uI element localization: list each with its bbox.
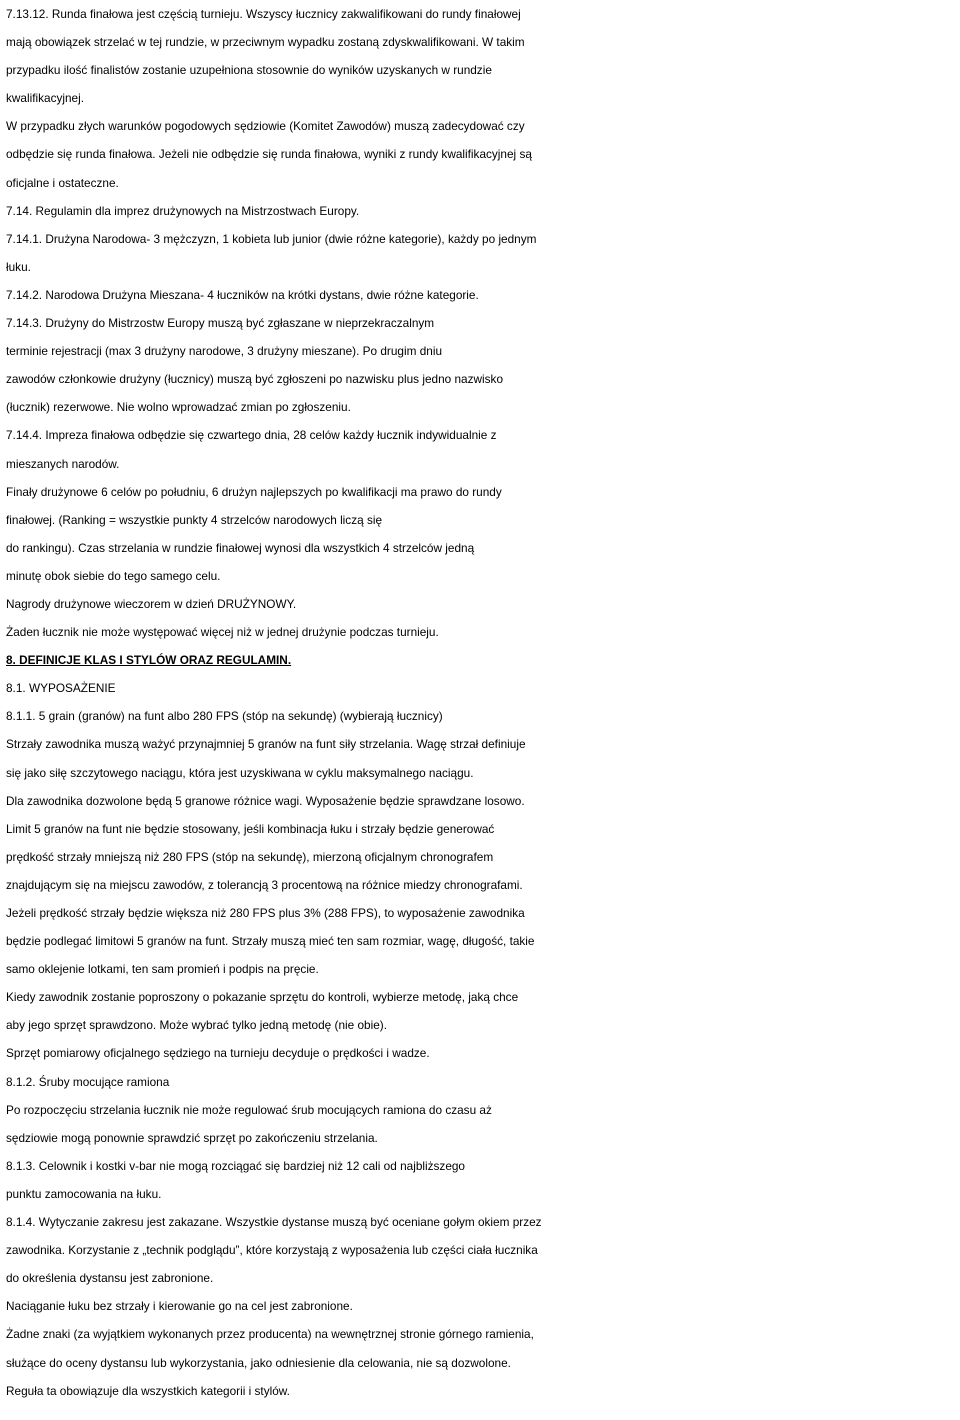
text-line: 8.1.2. Śruby mocujące ramiona [6, 1074, 170, 1089]
text-line: 8.1.1. 5 grain (granów) na funt albo 280 FPS (stóp na sekundę) (wybierają łucznicy) [6, 709, 443, 724]
text-line: mieszanych narodów. [6, 456, 120, 471]
text-line: znajdującym się na miejscu zawodów, z tolerancją 3 procentową na różnice miedzy chronografami. [6, 877, 523, 892]
text-line: finałowej. (Ranking = wszystkie punkty 4 strzelców narodowych liczą się [6, 512, 383, 527]
text-line: Po rozpoczęciu strzelania łucznik nie może regulować śrub mocujących ramiona do czasu aż [6, 1102, 492, 1117]
text-line: Żadne znaki (za wyjątkiem wykonanych przez producenta) na wewnętrznej stronie górnego ramienia, [6, 1327, 534, 1342]
text-line: się jako siłę szczytowego naciągu, która jest uzyskiwana w cyklu maksymalnego naciągu. [6, 765, 474, 780]
text-line: samo oklejenie lotkami, ten sam promień i podpis na pręcie. [6, 962, 319, 977]
text-line: łuku. [6, 259, 31, 274]
text-line: kwalifikacyjnej. [6, 91, 85, 106]
text-line: Strzały zawodnika muszą ważyć przynajmniej 5 granów na funt siły strzelania. Wagę strzał definiuje [6, 737, 526, 752]
text-line: zawodów członkowie drużyny (łucznicy) muszą być zgłoszeni po nazwisku plus jedno nazwisko [6, 372, 504, 387]
text-line: 7.14.2. Narodowa Drużyna Mieszana- 4 łuczników na krótki dystans, dwie różne kategorie. [6, 287, 479, 302]
text-line: przypadku ilość finalistów zostanie uzupełniona stosownie do wyników uzyskanych w rundzie [6, 63, 492, 78]
document-body [6, 0, 960, 1405]
text-line: Finały drużynowe 6 celów po południu, 6 drużyn najlepszych po kwalifikacji ma prawo do rundy [6, 484, 502, 499]
text-line: 7.14.4. Impreza finałowa odbędzie się czwartego dnia, 28 celów każdy łucznik indywidualnie z [6, 428, 497, 443]
text-line: służące do oceny dystansu lub wykorzystania, jako odniesienie dla celowania, nie są dozwolone. [6, 1355, 511, 1370]
text-line: mają obowiązek strzelać w tej rundzie, w przeciwnym wypadku zostaną zdyskwalifikowani. W takim [6, 35, 525, 50]
text-line: aby jego sprzęt sprawdzono. Może wybrać tylko jedną metodę (nie obie). [6, 1018, 387, 1033]
text-line: Jeżeli prędkość strzały będzie większa niż 280 FPS plus 3% (288 FPS), to wyposażenie zawodnika [6, 906, 525, 920]
text-line: Nagrody drużynowe wieczorem w dzień DRUŻYNOWY. [6, 596, 297, 611]
text-line: minutę obok siebie do tego samego celu. [6, 568, 221, 583]
text-line: sędziowie mogą ponownie sprawdzić sprzęt po zakończeniu strzelania. [6, 1130, 378, 1145]
text-line: terminie rejestracji (max 3 drużyny narodowe, 3 drużyny mieszane). Po drugim dniu [6, 344, 443, 359]
text-line: 7.14. Regulamin dla imprez drużynowych na Mistrzostwach Europy. [6, 203, 360, 218]
text-line: 8.1.4. Wytyczanie zakresu jest zakazane. Wszystkie dystanse muszą być oceniane gołym okiem przez [6, 1215, 542, 1230]
text-line: zawodnika. Korzystanie z „technik podglądu”, które korzystają z wyposażenia lub części ciała łucznika [6, 1243, 538, 1258]
text-line: Reguła ta obowiązuje dla wszystkich kategorii i stylów. [6, 1383, 290, 1398]
text-line: 7.14.1. Drużyna Narodowa- 3 mężczyzn, 1 kobieta lub junior (dwie różne kategorie), każdy po jednym [6, 231, 537, 246]
text-line: Żaden łucznik nie może występować więcej niż w jednej drużynie podczas turnieju. [6, 625, 439, 640]
text-line: (łucznik) rezerwowe. Nie wolno wprowadzać zmian po zgłoszeniu. [6, 400, 351, 415]
text-line: Dla zawodnika dozwolone będą 5 granowe różnice wagi. Wyposażenie będzie sprawdzane losowo. [6, 793, 525, 808]
text-line: będzie podlegać limitowi 5 granów na funt. Strzały muszą mieć ten sam rozmiar, wagę, długość, takie [6, 934, 535, 949]
text-line: 7.13.12. Runda finałowa jest częścią turnieju. Wszyscy łucznicy zakwalifikowani do rundy finałowej [6, 7, 521, 21]
text-line: Limit 5 granów na funt nie będzie stosowany, jeśli kombinacja łuku i strzały będzie generować [6, 821, 495, 836]
text-line: 8.1. WYPOSAŻENIE [6, 681, 116, 696]
text-line: Kiedy zawodnik zostanie poproszony o pokazanie sprzętu do kontroli, wybierze metodę, jaką chce [6, 990, 519, 1005]
text-line: oficjalne i ostateczne. [6, 175, 119, 190]
text-line: prędkość strzały mniejszą niż 280 FPS (stóp na sekundę), mierzoną oficjalnym chronografem [6, 849, 494, 864]
text-line: odbędzie się runda finałowa. Jeżeli nie odbędzie się runda finałowa, wyniki z rundy kwalifikacyjnej są [6, 147, 532, 162]
text-line: 8.1.3. Celownik i kostki v-bar nie mogą rozciągać się bardziej niż 12 cali od najbliższego [6, 1158, 465, 1173]
text-line: punktu zamocowania na łuku. [6, 1186, 162, 1201]
section-heading: 8. DEFINICJE KLAS I STYLÓW ORAZ REGULAMIN. [6, 653, 292, 668]
text-line: Naciąganie łuku bez strzały i kierowanie go na cel jest zabronione. [6, 1299, 353, 1314]
text-line: 7.14.3. Drużyny do Mistrzostw Europy muszą być zgłaszane w nieprzekraczalnym [6, 316, 435, 331]
text-line: do określenia dystansu jest zabronione. [6, 1271, 214, 1286]
text-line: Sprzęt pomiarowy oficjalnego sędziego na turnieju decyduje o prędkości i wadze. [6, 1046, 430, 1061]
text-line: W przypadku złych warunków pogodowych sędziowie (Komitet Zawodów) muszą zadecydować czy [6, 119, 525, 134]
text-line: do rankingu). Czas strzelania w rundzie finałowej wynosi dla wszystkich 4 strzelców jedną [6, 540, 475, 555]
